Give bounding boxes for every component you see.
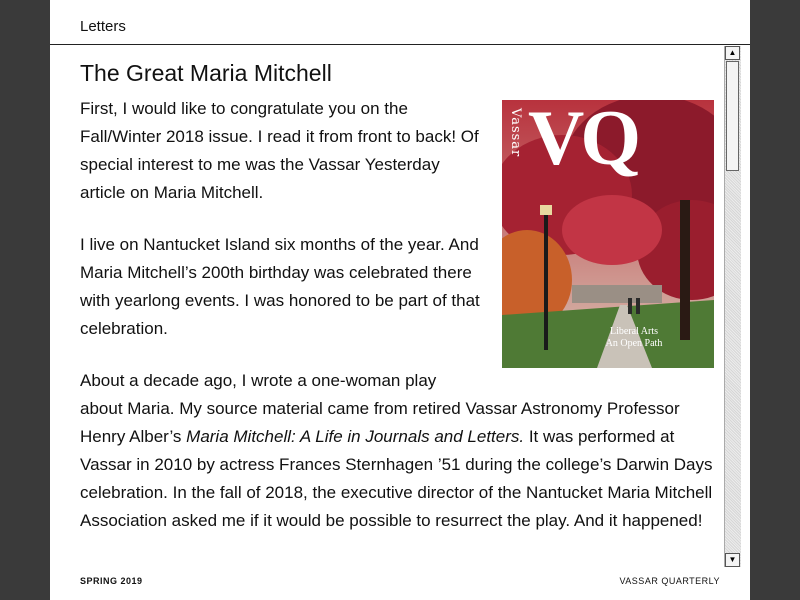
cover-vassar-label: Vassar bbox=[508, 108, 523, 158]
cover-tagline-line-1: Liberal Arts bbox=[609, 326, 659, 337]
paragraph-3 bbox=[80, 367, 720, 535]
scroll-thumb[interactable] bbox=[726, 61, 739, 171]
article-title: The Great Maria Mitchell bbox=[80, 60, 332, 86]
scroll-up-arrow-icon[interactable]: ▲ bbox=[725, 46, 740, 60]
paragraph-3-text-b: It was performed at Vassar in 2010 by actress Frances Sternhagen ’51 during the college’s Darwin Days celebration. In the fall of 2018, the executive director of the Nantucket Maria Mitchell Association asked me if it would be possible to resurrect the play. And it happened! bbox=[80, 427, 713, 530]
scroll-down-arrow-icon[interactable]: ▼ bbox=[725, 553, 740, 567]
book-title: Maria Mitchell: A Life in Journals and Letters. bbox=[186, 427, 525, 446]
footer-issue: SPRING 2019 bbox=[80, 576, 143, 586]
footer-publication: VASSAR QUARTERLY bbox=[619, 576, 720, 586]
vertical-scrollbar[interactable] bbox=[724, 46, 741, 567]
article-content bbox=[80, 47, 720, 567]
section-header bbox=[50, 0, 750, 45]
cover-tagline-line-2: An Open Path bbox=[605, 338, 663, 349]
paragraph-2: I live on Nantucket Island six months of the year. And Maria Mitchell’s 200th birthday was celebrated there with yearlong events. I was honored to be part of that celebration. bbox=[80, 235, 480, 338]
cover-vq-logo: VQ bbox=[528, 100, 637, 181]
paragraph-3-text-a: About a decade ago, I wrote a one-woman play about Maria. My source material came from retired Vassar Astronomy Professor Henry Alber’s bbox=[80, 371, 680, 446]
paragraph-1: First, I would like to congratulate you on the Fall/Winter 2018 issue. I read it from front to back! Of special interest to me was the Vassar Yesterday article on Maria Mitchell. bbox=[80, 99, 479, 202]
cover-tagline bbox=[584, 326, 684, 350]
section-title: Letters bbox=[80, 18, 126, 35]
magazine-cover-image bbox=[502, 100, 714, 368]
page bbox=[50, 0, 750, 600]
